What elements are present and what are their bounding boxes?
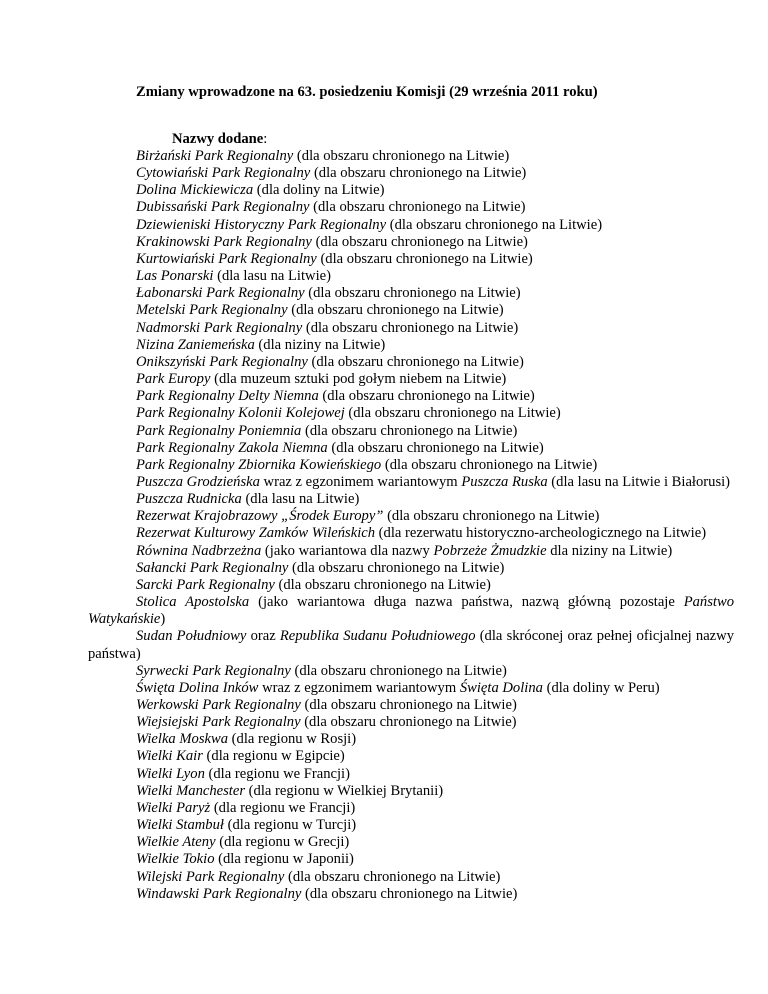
description-text: (dla muzeum sztuki pod gołym niebem na Litwie) [210, 371, 507, 388]
list-item [88, 474, 734, 491]
list-item [88, 405, 734, 422]
place-name: Święta Dolina Inków [136, 679, 259, 696]
list-item [88, 199, 734, 216]
list-item [88, 440, 734, 457]
list-item [88, 663, 734, 680]
place-name: Wielki Paryż [136, 799, 211, 816]
description-text: (dla obszaru chronionego na Litwie) [300, 697, 517, 713]
description-text: (dla obszaru chronionego na Litwie) [309, 199, 526, 216]
description-text: (dla niziny na Litwie) [254, 336, 386, 353]
place-name: Wielki Kair [136, 748, 203, 765]
description-text: (dla lasu na Litwie) [241, 491, 360, 508]
description-text: (dla regionu w Wielkiej Brytanii) [245, 782, 444, 799]
list-item [88, 577, 734, 594]
list-item [88, 457, 734, 474]
description-text: (dla obszaru chronionego na Litwie) [318, 388, 535, 405]
description-text: (dla lasu na Litwie) [213, 268, 331, 285]
list-item [88, 783, 734, 800]
description-text: (dla obszaru chronionego na Litwie) [316, 250, 533, 267]
list-item [88, 766, 734, 783]
description-text: (dla obszaru chronionego na Litwie) [383, 508, 600, 525]
place-name: Metelski Park Regionalny [136, 302, 288, 319]
list-item [88, 714, 734, 731]
place-name: Wielkie Ateny [136, 834, 216, 851]
list-item [88, 869, 734, 886]
description-text: ) [160, 611, 166, 628]
list-item [88, 834, 734, 851]
description-text: (dla rezerwatu historyczno-archeologicznego na Litwie) [375, 525, 707, 542]
description-text: (dla obszaru chronionego na Litwie) [311, 233, 528, 250]
list-item [88, 302, 734, 319]
place-name: Wielki Manchester [136, 782, 246, 799]
description-text: wraz z egzonimem wariantowym [259, 473, 462, 490]
description-text: (jako wariantowa długa nazwa państwa, nazwą główną pozostaje [249, 594, 684, 611]
description-text: (dla obszaru chronionego na Litwie) [300, 714, 517, 731]
place-name: Park Europy [136, 371, 211, 388]
description-text: (dla obszaru chronionego na Litwie) [301, 885, 518, 902]
list-item [88, 371, 734, 388]
place-name: Cytowiański Park Regionalny [136, 165, 311, 182]
list-item [88, 697, 734, 714]
section-heading [172, 131, 267, 147]
list-item [88, 251, 734, 268]
list-item [88, 182, 734, 199]
description-text: dla niziny na Litwie) [546, 542, 673, 559]
description-text: (dla obszaru chronionego na Litwie) [274, 576, 491, 593]
place-name: Nizina Zaniemeńska [136, 336, 255, 353]
place-name: Puszcza Ruska [461, 473, 548, 490]
description-text: (dla obszaru chronionego na Litwie) [344, 405, 561, 422]
place-name: Park Regionalny Zakola Niemna [136, 439, 328, 456]
place-name: Wielki Stambuł [136, 817, 224, 834]
list-item [88, 680, 734, 697]
place-name: Wiejsiejski Park Regionalny [136, 714, 301, 731]
description-text: (dla obszaru chronionego na Litwie) [290, 662, 507, 679]
description-text: (dla obszaru chronionego na Litwie) [307, 353, 524, 370]
list-item [88, 525, 734, 542]
list-item [88, 800, 734, 817]
list-item [88, 594, 734, 628]
description-text: (dla regionu we Francji) [204, 765, 350, 782]
description-text: (dla obszaru chronionego na Litwie) [310, 165, 527, 182]
list-item [88, 354, 734, 371]
section-heading-colon: : [263, 131, 268, 147]
list-item [88, 508, 734, 525]
list-item [88, 731, 734, 748]
place-name: Birżański Park Regionalny [136, 148, 294, 164]
description-text: (dla regionu w Rosji) [228, 731, 357, 748]
description-text: (dla obszaru chronionego na Litwie) [304, 285, 521, 302]
description-text: (dla obszaru chronionego na Litwie) [327, 439, 544, 456]
list-item [88, 148, 734, 165]
place-name: Las Ponarski [136, 268, 214, 285]
list-item [88, 337, 734, 354]
place-name: Sałancki Park Regionalny [136, 559, 289, 576]
place-name: Święta Dolina [459, 679, 543, 696]
description-text: (dla obszaru chronionego na Litwie) [288, 559, 505, 576]
description-text: (dla regionu w Japonii) [214, 851, 354, 868]
place-name: Park Regionalny Delty Niemna [136, 388, 319, 405]
list-item [88, 817, 734, 834]
list-item [88, 851, 734, 868]
description-text: (dla doliny na Litwie) [253, 182, 385, 199]
list-item [88, 165, 734, 182]
place-name: Sarcki Park Regionalny [136, 576, 275, 593]
description-text: (dla obszaru chronionego na Litwie) [381, 456, 598, 473]
list-item [88, 285, 734, 302]
description-text: (dla skróconej oraz pełnej oficjalnej nazwy państwa) [88, 628, 734, 662]
place-name: Park Regionalny Poniemnia [136, 422, 302, 439]
description-text: wraz z egzonimem wariantowym [258, 679, 460, 696]
place-name: Stolica Apostolska [136, 594, 250, 611]
place-name: Sudan Południowy [136, 628, 247, 645]
place-name: Werkowski Park Regionalny [136, 697, 301, 713]
list-item [88, 217, 734, 234]
place-name: Wielka Moskwa [136, 731, 229, 748]
added-names-list [88, 148, 734, 903]
list-item [88, 423, 734, 440]
place-name: Państwo Watykańskie [88, 594, 734, 628]
list-item [88, 748, 734, 765]
place-name: Syrwecki Park Regionalny [136, 662, 291, 679]
place-name: Park Regionalny Zbiornika Kowieńskiego [136, 456, 382, 473]
list-item [88, 560, 734, 577]
place-name: Dubissański Park Regionalny [136, 199, 310, 216]
description-text: oraz [246, 628, 280, 645]
description-text: (dla obszaru chronionego na Litwie) [301, 422, 518, 439]
list-item [88, 320, 734, 337]
description-text: (dla obszaru chronionego na Litwie) [293, 148, 510, 164]
description-text: (dla regionu w Egipcie) [202, 748, 345, 765]
place-name: Krakinowski Park Regionalny [136, 233, 312, 250]
list-item [88, 543, 734, 560]
list-item [88, 886, 734, 903]
place-name: Windawski Park Regionalny [136, 885, 302, 902]
place-name: Wielkie Tokio [136, 851, 215, 868]
place-name: Puszcza Rudnicka [136, 491, 242, 508]
place-name: Rezerwat Krajobrazowy „Środek Europy” [136, 508, 384, 525]
description-text: (dla regionu we Francji) [210, 799, 356, 816]
list-item [88, 628, 734, 662]
list-item [88, 268, 734, 285]
list-item [88, 388, 734, 405]
section-heading-text: Nazwy dodane [172, 131, 264, 147]
description-text: (dla lasu na Litwie i Białorusi) [547, 473, 731, 490]
description-text: (dla obszaru chronionego na Litwie) [302, 319, 519, 336]
place-name: Republika Sudanu Południowego [279, 628, 476, 645]
description-text: (dla obszaru chronionego na Litwie) [287, 302, 504, 319]
description-text: (dla obszaru chronionego na Litwie) [386, 216, 603, 233]
document-title: Zmiany wprowadzone na 63. posiedzeniu Komisji (29 września 2011 roku) [136, 84, 598, 100]
place-name: Wilejski Park Regionalny [136, 868, 285, 885]
place-name: Puszcza Grodzieńska [136, 473, 260, 490]
place-name: Pobrzeże Żmudzkie [433, 542, 547, 559]
place-name: Dziewieniski Historyczny Park Regionalny [136, 216, 387, 233]
place-name: Dolina Mickiewicza [136, 182, 254, 199]
list-item [88, 234, 734, 251]
description-text: (jako wariantowa dla nazwy [261, 542, 434, 559]
list-item [88, 491, 734, 508]
place-name: Onikszyński Park Regionalny [136, 353, 308, 370]
place-name: Wielki Lyon [136, 765, 205, 782]
description-text: (dla obszaru chronionego na Litwie) [284, 868, 501, 885]
description-text: (dla doliny w Peru) [542, 679, 660, 696]
place-name: Równina Nadbrzeżna [136, 542, 262, 559]
place-name: Nadmorski Park Regionalny [136, 319, 303, 336]
place-name: Park Regionalny Kolonii Kolejowej [136, 405, 345, 422]
place-name: Rezerwat Kulturowy Zamków Wileńskich [136, 525, 376, 542]
place-name: Kurtowiański Park Regionalny [136, 250, 317, 267]
description-text: (dla regionu w Grecji) [215, 834, 350, 851]
place-name: Łabonarski Park Regionalny [136, 285, 305, 302]
description-text: (dla regionu w Turcji) [223, 817, 357, 834]
